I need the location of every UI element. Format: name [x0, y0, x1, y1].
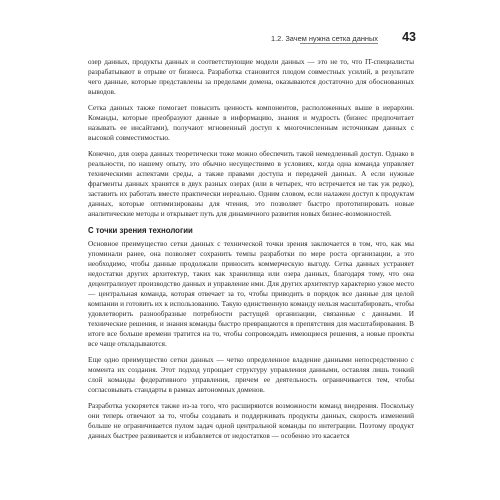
paragraph: Конечно, для озера данных теоретически тоже можно обеспечить такой немедленный доступ. Однако в реальности, по нашему опыту, это обычно несуществимо в условиях, когда одна команда управляет техническими аспектами среды, а также правами доступа и передачей данных. А если нужные фрагменты данных хранятся в двух разных озерах (или в четырех, что встречается не так уж редко), заставить их работать вместе практически нереально. Одним словом, если налажен доступ к продуктам данных, которые оптимизированы для чтения, это позволяет быстро прототипировать новые аналитические методы и открывает путь для динамичного развития новых бизнес-возможностей. [88, 149, 414, 218]
header-rule [300, 43, 378, 44]
paragraph: Разработка ускоряется также из-за того, что расширяются возможности команд внедрения. Поскольку они теперь отвечают за то, чтобы создавать и поддерживать продукты данных, скорость изменений больше не ограничивается пулом задач одной центральной команды по интеграции. Поэтому продукт данных быстрее развивается и избавляется от недостатков — особенно это касается [88, 401, 414, 440]
paragraph: Основное преимущество сетки данных с технической точки зрения заключается в том, что, как мы упоминали ранее, она позволяет сохранить темпы разработки по мере роста организации, а это необходимо, чтобы данные продолжали приносить коммерческую выгоду. Сетка данных устраняет недостатки других архитектур, таких как хранилища или озера данных, благодаря тому, что она децентрализует производство данных и управление ими. Для других архитектур характерно узкое место — центральная команда, которая отвечает за то, чтобы приводить в порядок все данные для целой компании и готовить их к использованию. Такую единственную команду нельзя масштабировать, чтобы удовлетворить разнообразные потребности растущей организации, связанные с данными. И технические решения, и знания команды быстро превращаются в препятствия для масштабирования. В итоге все больше времени тратится на то, чтобы сопровождать имеющиеся решения, а новые проекты все чаще откладываются. [88, 239, 414, 348]
paragraph: озер данных, продукты данных и соответствующие модели данных — это не то, что IT-специалисты разрабатывают в отрыве от бизнеса. Разработка становится плодом совместных усилий, в результате чего данные, которые представлены за пределами домена, оказываются достаточно для обоснованных выводов. [88, 57, 414, 96]
paragraph: Сетка данных также помогает повысить ценность компонентов, расположенных выше в иерархии. Команды, которые преобразуют данные в информацию, знания и мудрость (бизнес предпочитает называть ее инсайтами), получают мгновенный доступ к многочисленным источникам данных с высокой совместимостью. [88, 103, 414, 142]
page-header [0, 31, 500, 47]
page-number: 43 [402, 30, 416, 44]
paragraph: Еще одно преимущество сетки данных — четко определенное владение данными непосредственно с момента их создания. Этот подход упрощает структуру управления данными, оставляя лишь тонкий слой команды федеративного управления, причем ее деятельность ограничивается тем, чтобы согласовывать стандарты в рамках автономных доменов. [88, 355, 414, 394]
section-heading: С точки зрения технологии [88, 226, 193, 235]
running-header-title: 1.2. Зачем нужна сетка данных [270, 34, 378, 43]
page-body [88, 57, 414, 447]
